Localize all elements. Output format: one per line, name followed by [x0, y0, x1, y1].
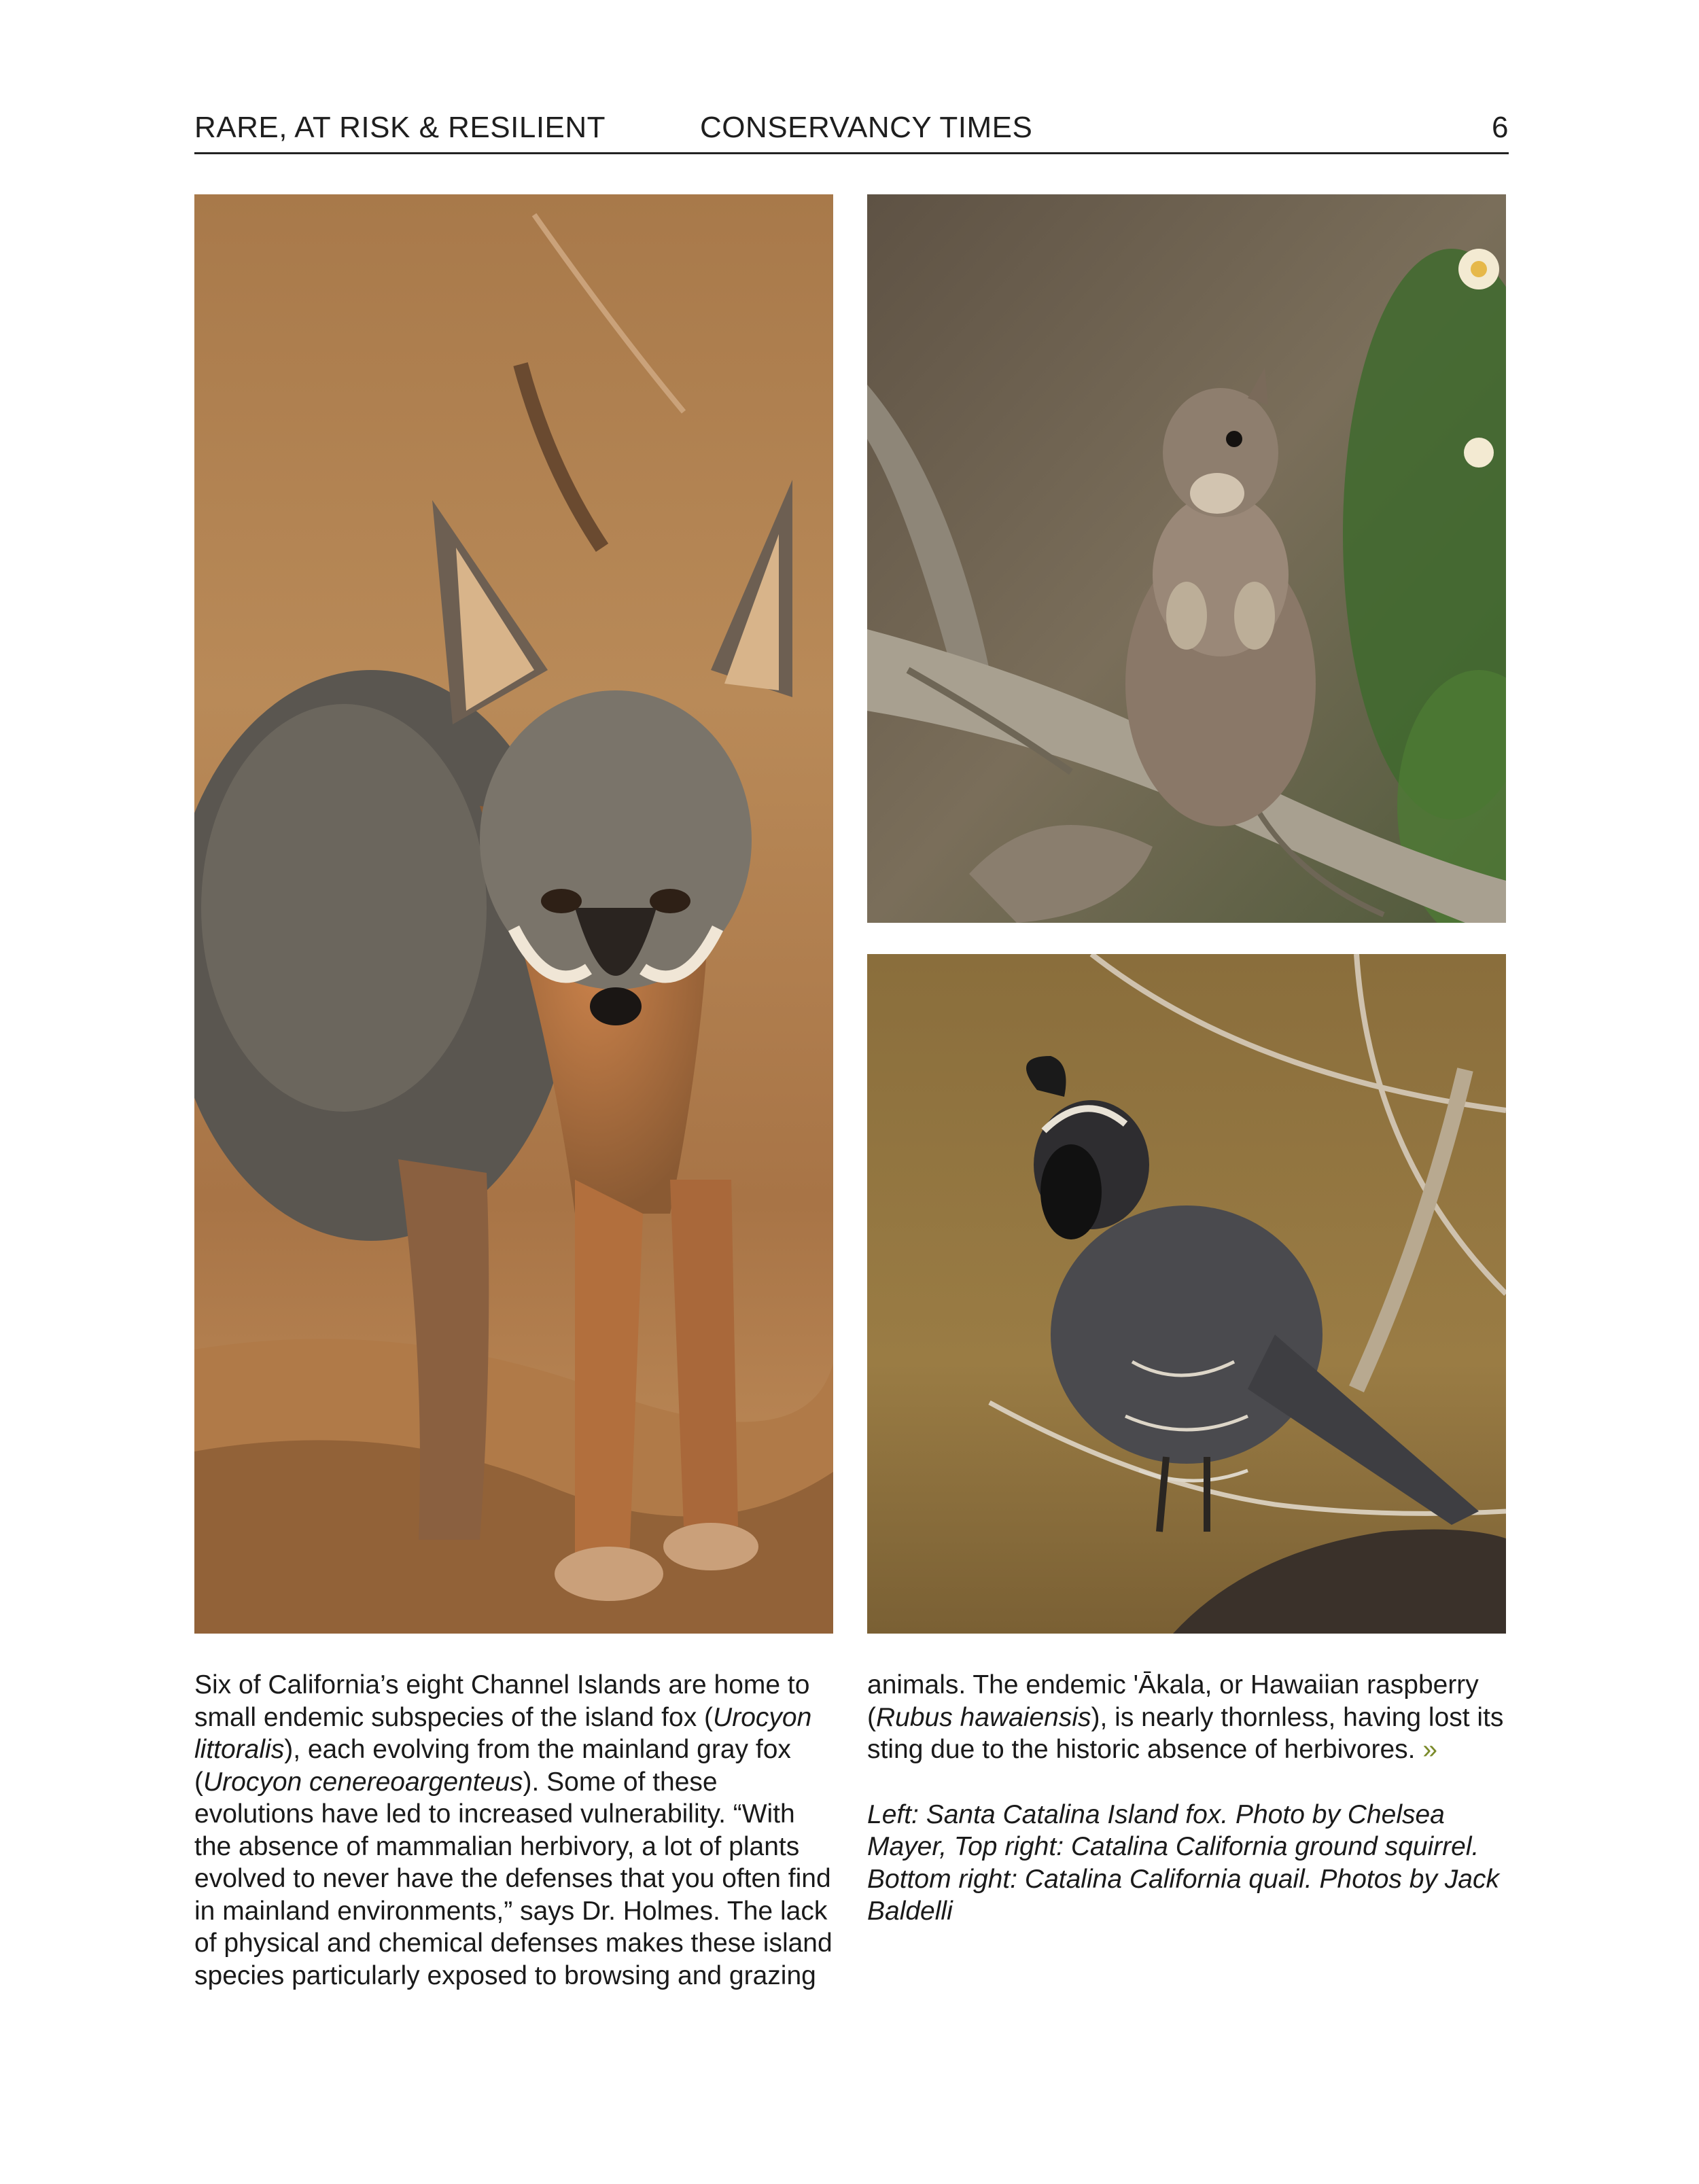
page-header: [194, 107, 1509, 154]
scientific-name: Urocyon cenereoargenteus: [203, 1767, 523, 1797]
ground-squirrel-photo: [867, 194, 1506, 923]
article-paragraph: [194, 1669, 833, 1992]
page-number: 6: [1492, 111, 1509, 144]
island-fox-photo: [194, 194, 833, 1634]
text-run: ), each evolving from the mainland gray fox (: [194, 1735, 791, 1797]
scientific-name: Rubus hawaiensis: [876, 1702, 1091, 1732]
article-column-left: [194, 1669, 833, 1992]
scientific-name: Urocyon littoralis: [194, 1702, 812, 1764]
california-quail-photo: [867, 954, 1506, 1634]
section-title: RARE, AT RISK & RESILIENT: [194, 111, 606, 144]
publication-title: CONSERVANCY TIMES: [700, 111, 1033, 144]
article-column-right: [867, 1669, 1506, 1928]
text-run: animals. The endemic 'Ākala, or Hawaiian raspberry (: [867, 1670, 1479, 1732]
text-run: Six of California’s eight Channel Islands are home to small endemic subspecies of the island fox (: [194, 1670, 810, 1732]
article-paragraph: [867, 1669, 1506, 1766]
photo-caption: Left: Santa Catalina Island fox. Photo by Chelsea Mayer, Top right: Catalina California ground squirrel. Bottom right: Catalina California quail. Photos by Jack Baldelli: [867, 1799, 1499, 1926]
text-run: ). Some of these evolutions have led to increased vulnerability. “With the absence of mammalian herbivory, a lot of plants evolved to never have the defenses that you often find in mainland environments,” says Dr. Holmes. The lack of physical and chemical defenses makes these island species particularly exposed to browsing and grazing: [194, 1767, 833, 1990]
text-run: ), is nearly thornless, having lost its sting due to the historic absence of herbivores.: [867, 1702, 1504, 1764]
continued-mark: »: [1422, 1735, 1438, 1764]
